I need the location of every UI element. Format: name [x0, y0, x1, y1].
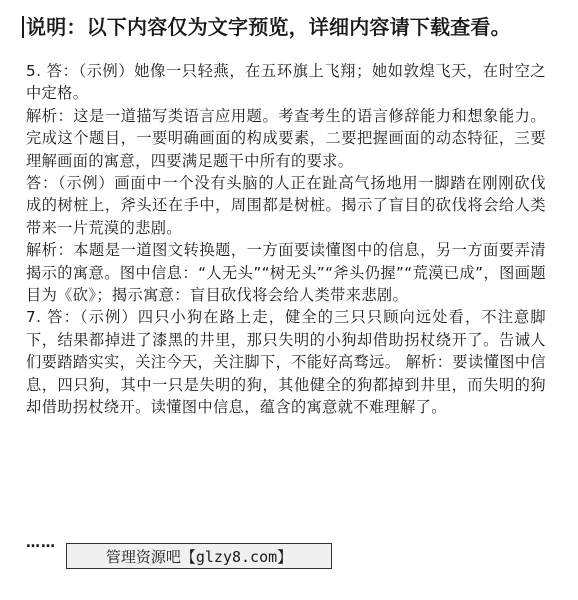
preview-notice-text: 说明：以下内容仅为文字预览，详细内容请下载查看。 — [26, 15, 511, 39]
answer-6: 答：（示例）画面中一个没有头脑的人正在趾高气扬地用一脚踏在刚刚砍伐成的树桩上，斧头还在手中，周围都是树桩。揭示了盲目的砍伐将会给人类带来一片荒漠的悲剧。 — [26, 174, 546, 237]
answer-7: 7. 答：（示例）四只小狗在路上走，健全的三只只顾向远处看，不注意脚下，结果都掉进了漆黑的井里，那只失明的小狗却借助拐杖绕开了。告诫人们要踏踏实实，关注今天，关注脚下，不能好高骛远。 解析：要读懂图中信息，四只狗，其中一只是失明的狗，其他健全的狗都掉到井里，而失明的狗却借助拐杖绕开。读懂图中信息，蕴含的寓意就不难理解了。 — [26, 308, 546, 417]
analysis-5: 解析：这是一道描写类语言应用题。考查考生的语言修辞能力和想象能力。完成这个题目，一要明确画面的构成要素，二要把握画面的动态特征，三要理解画面的寓意，四要满足题干中所有的要求。 — [26, 106, 546, 170]
text-cursor-icon — [22, 16, 24, 38]
analysis-6: 解析：本题是一道图文转换题，一方面要读懂图中的信息，另一方面要弄清揭示的寓意。图中信息：“人无头”“树无头”“斧头仍握”“荒漠已成”，图画题目为《砍》；揭示寓意：盲目砍伐将会给人类带来悲剧。 — [26, 241, 546, 305]
document-body — [26, 60, 546, 419]
source-link[interactable]: 管理资源吧【glzy8.com】 — [66, 543, 332, 569]
ellipsis: …… — [26, 535, 56, 551]
preview-notice — [22, 14, 572, 40]
answer-5: 5. 答：（示例）她像一只轻燕，在五环旗上飞翔；她如敦煌飞天，在时空之中定格。 — [26, 62, 546, 103]
